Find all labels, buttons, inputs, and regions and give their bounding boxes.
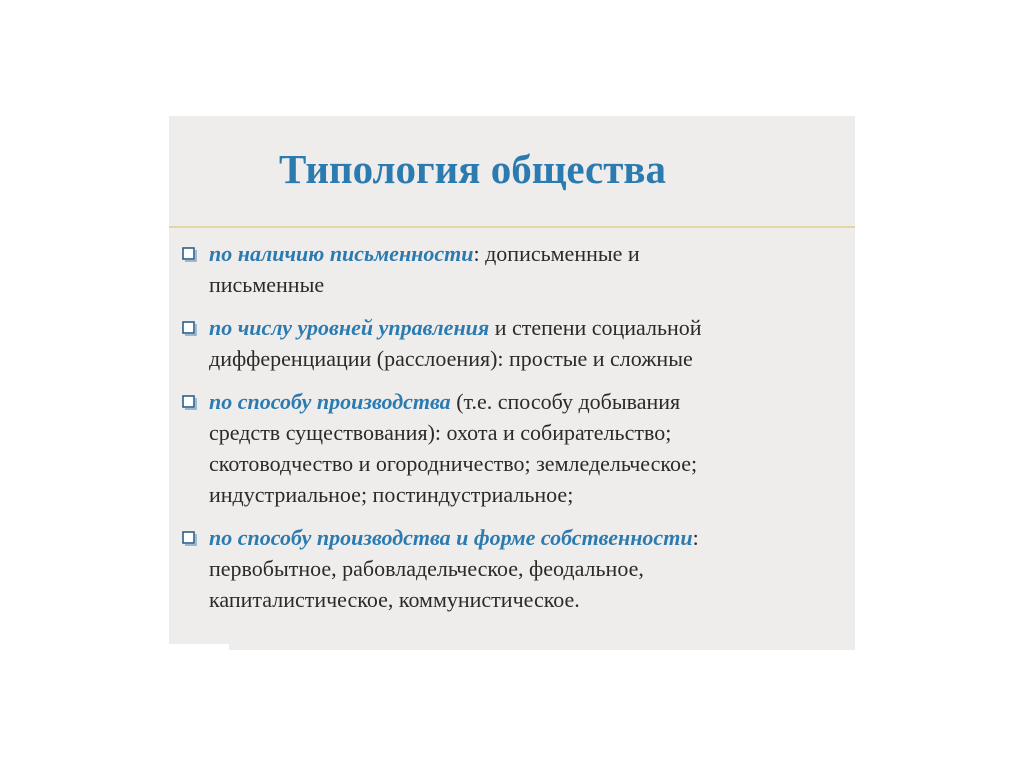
- slide: [169, 116, 855, 650]
- list-item-line: письменные: [209, 272, 325, 297]
- checkbox-bullet-icon: [181, 320, 197, 336]
- header-divider: [169, 226, 855, 228]
- list-item-term: по наличию письменности: [209, 241, 474, 266]
- list-item-line: индустриальное; постиндустриальное;: [209, 482, 574, 507]
- list-item-line: дифференциации (расслоения): простые и сложные: [209, 346, 693, 371]
- list-item-first-line: [209, 386, 847, 417]
- list-item-term-suffix: (т.е. способу добывания: [450, 389, 681, 414]
- list-item: [179, 386, 847, 510]
- list-item-first-line: [209, 312, 847, 343]
- list-item-term-suffix: и степени социальной: [489, 315, 702, 340]
- list-item-term: по способу производства и форме собственности: [209, 525, 693, 550]
- slide-header: [169, 116, 855, 226]
- checkbox-bullet-icon: [181, 530, 197, 546]
- checkbox-bullet-icon: [181, 394, 197, 410]
- list-item-term: по способу производства: [209, 389, 451, 414]
- slide-corner-gap: [169, 644, 229, 650]
- slide-title: Типология общества: [279, 146, 666, 192]
- list-item-term-suffix: : дописьменные и: [473, 241, 640, 266]
- slide-content: [179, 238, 847, 627]
- list-item-line: средств существования): охота и собирательство;: [209, 420, 672, 445]
- checkbox-bullet-icon: [181, 246, 197, 262]
- list-item-term-suffix: :: [692, 525, 699, 550]
- list-item-first-line: [209, 522, 847, 553]
- list-item: [179, 522, 847, 615]
- list-item-line: скотоводчество и огородничество; земледельческое;: [209, 451, 698, 476]
- list-item-line: первобытное, рабовладельческое, феодальное,: [209, 556, 644, 581]
- list-item-line: капиталистическое, коммунистическое.: [209, 587, 580, 612]
- list-item-first-line: [209, 238, 847, 269]
- list-item: [179, 312, 847, 374]
- list-item: [179, 238, 847, 300]
- list-item-term: по числу уровней управления: [209, 315, 490, 340]
